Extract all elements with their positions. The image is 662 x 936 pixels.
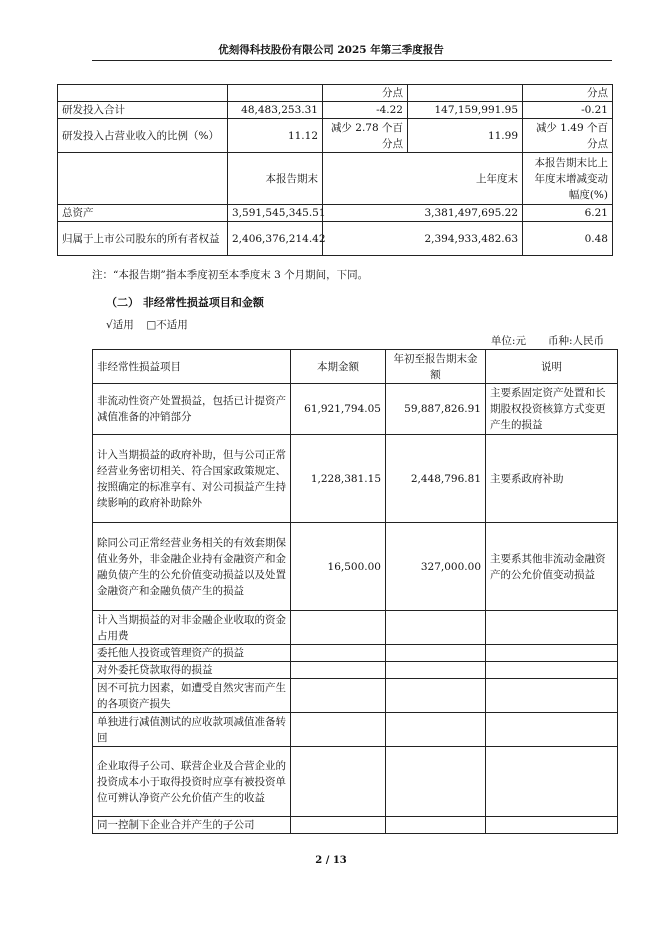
- header-ytd: 年初至报告期末金额: [386, 350, 486, 384]
- table-row: [93, 523, 618, 611]
- rd-total-current: 48,483,253.31: [228, 102, 323, 119]
- table1-row-rd-ratio: [58, 119, 613, 153]
- table1-row-total-assets: [58, 205, 613, 222]
- table-row: [93, 747, 618, 817]
- row-current: 1,228,381.15: [291, 435, 386, 523]
- rd-total-current-change: -4.22: [323, 102, 408, 119]
- row-current: [291, 747, 386, 817]
- table-row: [93, 435, 618, 523]
- not-applies-checkbox: □不适用: [146, 319, 188, 331]
- row-note: 主要系固定资产处置和长期股权投资核算方式变更产生的损益: [486, 384, 618, 435]
- total-assets-change: 6.21: [523, 205, 613, 222]
- row-item: 委托他人投资或管理资产的损益: [93, 645, 291, 662]
- row-item: 单独进行减值测试的应收款项减值准备转回: [93, 713, 291, 747]
- row-ytd: 59,887,826.91: [386, 384, 486, 435]
- row-item: 计入当期损益的政府补助，但与公司正常经营业务密切相关、符合国家政策规定、按照确定的标准享有、对公司损益产生持续影响的政府补助除外: [93, 435, 291, 523]
- row-current: [291, 679, 386, 713]
- row-current: [291, 713, 386, 747]
- table1-cell-unit: 分点: [523, 85, 613, 102]
- row-ytd: 2,448,796.81: [386, 435, 486, 523]
- row-current: 61,921,794.05: [291, 384, 386, 435]
- equity-last-year-end: 2,394,933,482.63: [323, 222, 523, 256]
- currency-label: 币种:人民币: [547, 335, 604, 347]
- row-current: [291, 817, 386, 834]
- row-current: 16,500.00: [291, 523, 386, 611]
- unit-label: 单位:元: [490, 335, 526, 347]
- key-financial-data-table: [57, 84, 613, 256]
- row-ytd: [386, 645, 486, 662]
- row-note: [486, 747, 618, 817]
- rd-total-label: 研发投入合计: [58, 102, 228, 119]
- table2-header-row: [93, 350, 618, 384]
- row-item: 计入当期损益的对非金融企业收取的资金占用费: [93, 611, 291, 645]
- non-recurring-items-table: [92, 349, 618, 834]
- row-note: 主要系其他非流动金融资产的公允价值变动损益: [486, 523, 618, 611]
- rd-ratio-ytd: 11.99: [408, 119, 523, 153]
- table-row: [93, 662, 618, 679]
- row-ytd: [386, 611, 486, 645]
- header-current: 本期金额: [291, 350, 386, 384]
- rd-ratio-label: 研发投入占营业收入的比例（%）: [58, 119, 228, 153]
- row-note: [486, 679, 618, 713]
- page-header-title: 优刻得科技股份有限公司 2025 年第三季度报告: [218, 44, 444, 56]
- table-row: [93, 645, 618, 662]
- rd-ratio-current: 11.12: [228, 119, 323, 153]
- row-item: 企业取得子公司、联营企业及合营企业的投资成本小于取得投资时应享有被投资单位可辨认净资产公允价值产生的收益: [93, 747, 291, 817]
- table1-subheader-row: [58, 153, 613, 205]
- page-number: 2 / 13: [315, 855, 347, 866]
- row-ytd: [386, 747, 486, 817]
- row-current: [291, 611, 386, 645]
- rd-ratio-ytd-change: 减少 1.49 个百分点: [523, 119, 613, 153]
- table1-row-rd-total: [58, 102, 613, 119]
- col-last-year-end-header: 上年度末: [323, 153, 523, 205]
- rd-total-ytd-change: -0.21: [523, 102, 613, 119]
- equity-period-end: 2,406,376,214.42: [228, 222, 323, 256]
- table1-cell-unit: 分点: [323, 85, 408, 102]
- header-note: 说明: [486, 350, 618, 384]
- applicability-line: [106, 317, 188, 332]
- rd-ratio-current-change: 减少 2.78 个百分点: [323, 119, 408, 153]
- row-ytd: [386, 713, 486, 747]
- table-row: [93, 611, 618, 645]
- row-ytd: [386, 679, 486, 713]
- row-note: [486, 713, 618, 747]
- col-change-header: 本报告期末比上年度末增减变动幅度(%): [523, 153, 613, 205]
- table-row: [93, 679, 618, 713]
- row-note: 主要系政府补助: [486, 435, 618, 523]
- col-period-end-header: 本报告期末: [228, 153, 323, 205]
- row-current: [291, 645, 386, 662]
- row-ytd: [386, 817, 486, 834]
- row-note: [486, 662, 618, 679]
- total-assets-label: 总资产: [58, 205, 228, 222]
- equity-change: 0.48: [523, 222, 613, 256]
- row-item: 非流动性资产处置损益，包括已计提资产减值准备的冲销部分: [93, 384, 291, 435]
- rd-total-ytd: 147,159,991.95: [408, 102, 523, 119]
- equity-label: 归属于上市公司股东的所有者权益: [58, 222, 228, 256]
- row-item: 同一控制下企业合并产生的子公司: [93, 817, 291, 834]
- table1-row-continuation: [58, 85, 613, 102]
- row-item: 除同公司正常经营业务相关的有效套期保值业务外，非金融企业持有金融资产和金融负债产生的公允价值变动损益以及处置金融资产和金融负债产生的损益: [93, 523, 291, 611]
- table-row: [93, 817, 618, 834]
- total-assets-period-end: 3,591,545,345.51: [228, 205, 323, 222]
- total-assets-last-year-end: 3,381,497,695.22: [323, 205, 523, 222]
- row-item: 因不可抗力因素，如遭受自然灾害而产生的各项资产损失: [93, 679, 291, 713]
- table-footnote: 注：“本报告期”指本季度初至本季度末 3 个月期间，下同。: [92, 269, 369, 281]
- row-note: [486, 645, 618, 662]
- row-current: [291, 662, 386, 679]
- table1-row-equity: [58, 222, 613, 256]
- table-row: [93, 384, 618, 435]
- header-item: 非经常性损益项目: [93, 350, 291, 384]
- unit-line: [491, 333, 604, 348]
- section-title: （二） 非经常性损益项目和金额: [106, 296, 264, 309]
- table-row: [93, 713, 618, 747]
- applies-checkbox: √适用: [106, 319, 134, 331]
- row-item: 对外委托贷款取得的损益: [93, 662, 291, 679]
- row-note: [486, 611, 618, 645]
- row-ytd: [386, 662, 486, 679]
- header-rule: [92, 60, 612, 61]
- row-ytd: 327,000.00: [386, 523, 486, 611]
- row-note: [486, 817, 618, 834]
